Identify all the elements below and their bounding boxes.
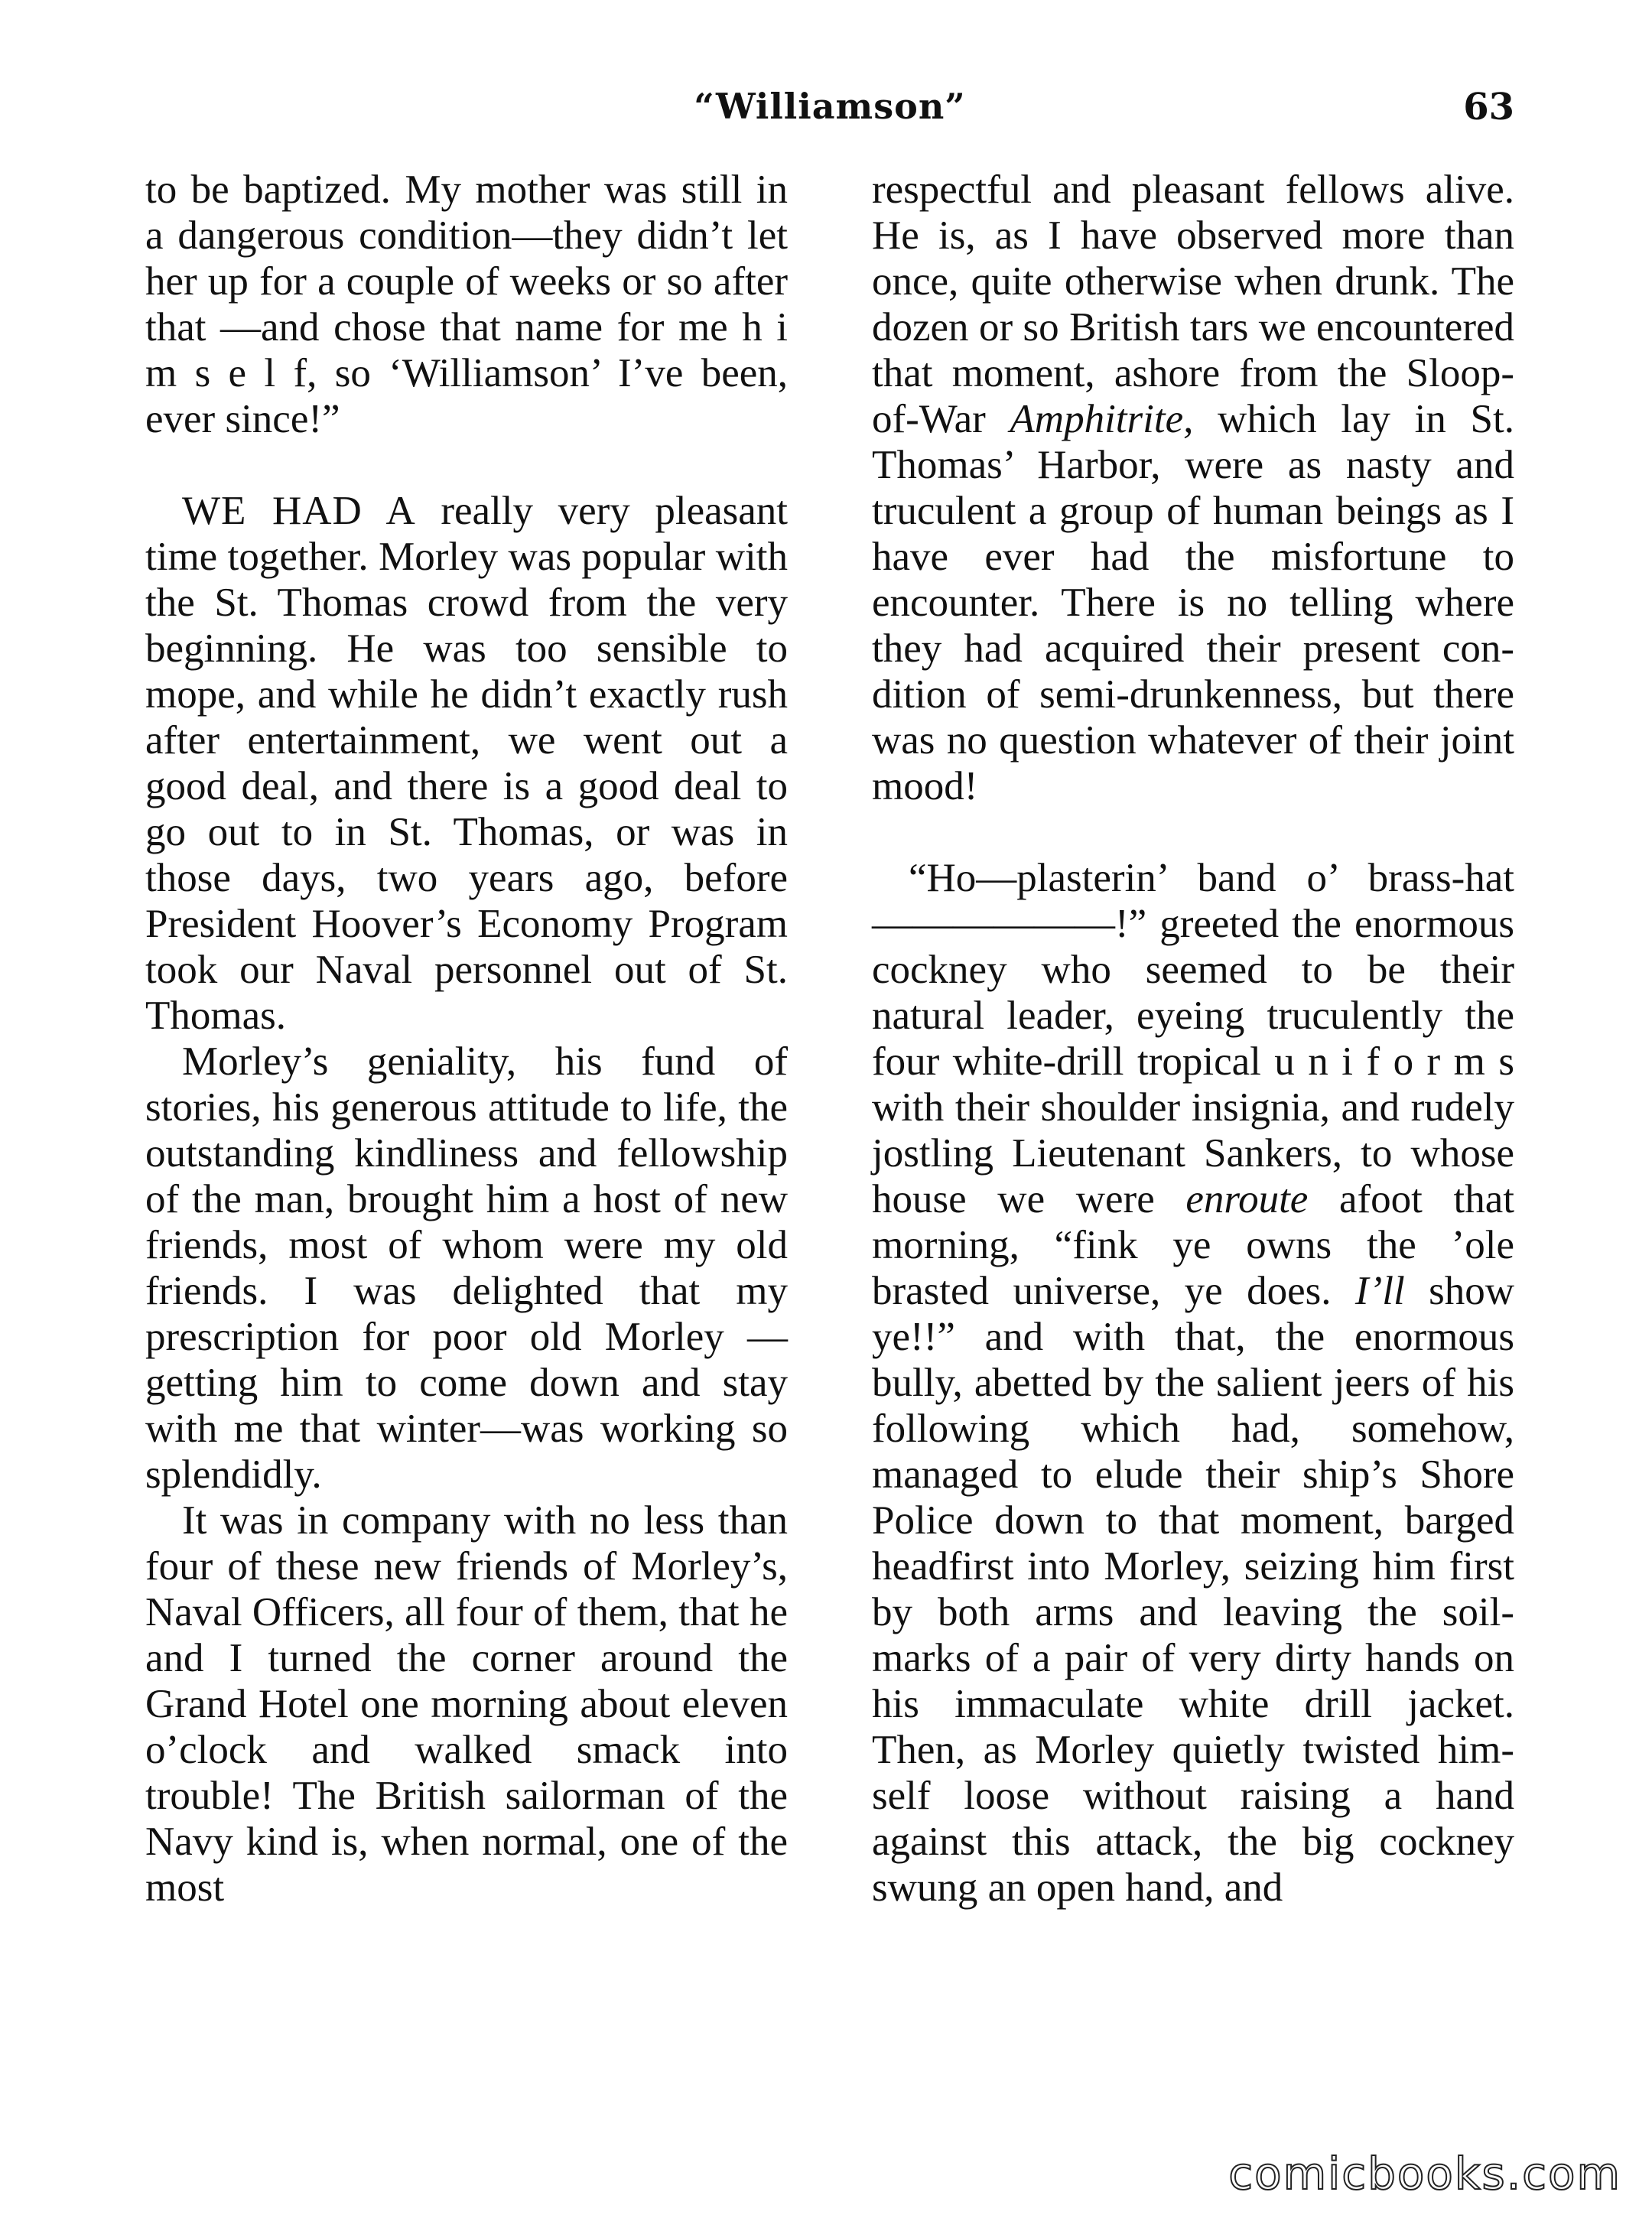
running-title: “Williamson” xyxy=(694,86,966,127)
italic-word: enroute xyxy=(1185,1177,1309,1221)
paragraph-text: which lay in St. Thomas’ Harbor, were as nasty and truculent a group of human beings as I have ever had the misfortune to encounter. There is no telling where they had acquired their present condition of semi-drunkenness, but there was no question whatever of their joint mood! xyxy=(872,397,1514,808)
paragraph xyxy=(872,855,1514,1911)
paragraph: It was in company with no less than four of these new friends of Morley’s, Naval Officers, all four of them, that he and I turned the corner around the Grand Hotel one morning about eleven o’clock and walked smack into trouble! The British sailorman of the Navy kind is, when normal, one of the most xyxy=(145,1498,788,1910)
section-lead-in: WE HAD A xyxy=(182,489,416,533)
right-column xyxy=(872,167,1514,1911)
watermark: comicbooks.com xyxy=(1228,2148,1621,2200)
running-header xyxy=(145,86,1514,147)
ship-name: Amphitrite, xyxy=(1010,397,1194,441)
paragraph: to be baptized. My mother was still in a dangerous condition—they didn’t let her up for a couple of weeks or so after that —and chose that name for me h i m s e l f, so ‘Williamson’ I’ve been, ever since!” xyxy=(145,167,788,441)
left-column xyxy=(145,167,788,1911)
paragraph xyxy=(872,167,1514,809)
paragraph-text: really very pleasant time together. Morley was popular with the St. Thomas crowd from the very beginning. He was too sensible to mope, and while he didn’t exactly rush after entertainment, we went out a good deal, and there is a good deal to go out to in St. Thomas, or was in those days, two years ago, before President Hoover’s Economy Program took our Naval personnel out of St. Thomas. xyxy=(145,489,789,1038)
italic-word: I’ll xyxy=(1354,1269,1405,1313)
paragraph xyxy=(145,488,788,1039)
paragraph-text: afoot that morning, “fink ye owns the ’ole brasted universe, ye does. xyxy=(872,1177,1515,1313)
paragraph-text: respectful and pleasant fellows alive. He is, as I have observed more than once, quite otherwise when drunk. The dozen or so British tars we encountered that moment, ashore from the Sloop-of-War xyxy=(872,167,1514,441)
paragraph-text: show ye!!” and with that, the enormous bully, abetted by the salient jeers of his following which had, somehow, managed to elude their ship’s Shore Police down to that moment, barged headfirst into Morley, seizing him first by both arms and leaving the soil-marks of a pair of very dirty hands on his immaculate white drill jacket. Then, as Morley quietly twisted himself loose without raising a hand against this attack, the big cockney swung an open hand, and xyxy=(872,1269,1514,1910)
page-number: 63 xyxy=(1463,86,1514,128)
paragraph-text: “Ho—plasterin’ band o’ brass-hat ——————!” greeted the enormous cockney who seemed to be their natural leader, eyeing truculently the four white-drill tropical u n i f o r m s with their shoulder insignia, and rudely jostling Lieutenant Sankers, to whose house we were xyxy=(872,856,1514,1221)
paragraph: Morley’s geniality, his fund of stories, his generous attitude to life, the outstanding kindliness and fellowship of the man, brought him a host of new friends, most of whom were my old friends. I was delighted that my prescription for poor old Morley — getting him to come down and stay with me that winter—was working so splendidly. xyxy=(145,1039,788,1497)
